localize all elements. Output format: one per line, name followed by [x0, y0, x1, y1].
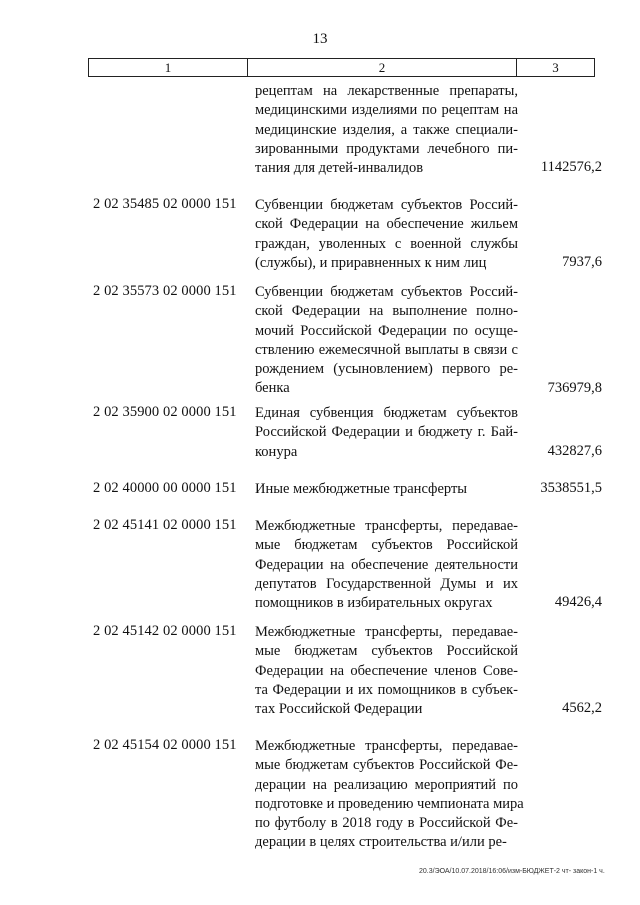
row-code: 2 02 35900 02 0000 151 [93, 404, 237, 420]
description-line: медицинские изделия, а также специали- [255, 121, 518, 138]
row-description [255, 82, 518, 178]
row-amount: 1142576,2 [540, 159, 602, 176]
footer-stamp: 20.3/ЭОА/10.07.2018/16:06/изм-БЮДЖЕТ-2 чт- закон-1 ч. [419, 868, 605, 875]
description-line: (службы), и приравненных к ним лиц [255, 254, 487, 271]
description-line: депутатов Государственной Думы и их [255, 575, 518, 592]
description-line: подготовке и проведению чемпионата мира [255, 795, 524, 812]
description-line: мочий Российской Федерации по осуще- [255, 322, 518, 339]
description-line: тания для детей-инвалидов [255, 160, 424, 177]
row-amount: 432827,6 [547, 442, 602, 459]
description-line: Субвенции бюджетам субъектов Россий- [255, 197, 518, 213]
row-description [255, 404, 518, 462]
description-line: Межбюджетные трансферты, передавае- [255, 738, 518, 754]
row-amount: 7937,6 [562, 253, 602, 270]
page-number: 13 [312, 31, 328, 47]
description-line: Субвенции бюджетам субъектов Россий- [255, 284, 518, 300]
header-col-1: 1 [89, 59, 248, 76]
description-line: мые бюджетам субъектов Российской [255, 537, 518, 554]
description-line: дерации на реализацию мероприятий по [255, 776, 518, 793]
description-line: дерации в целях строительства и/или ре- [255, 834, 507, 851]
description-line: Единая субвенция бюджетам субъектов [255, 405, 518, 421]
row-description [255, 623, 518, 719]
row-amount: 3538551,5 [540, 480, 602, 496]
description-line: мые бюджетам субъектов Российской [255, 643, 518, 660]
row-code: 2 02 40000 00 0000 151 [93, 480, 237, 496]
row-amount: 49426,4 [554, 594, 602, 611]
description-line: граждан, уволенных с военной службы [255, 235, 518, 252]
description-line: тах Российской Федерации [255, 701, 423, 718]
row-description [255, 737, 524, 853]
description-line: Межбюджетные трансферты, передавае- [255, 518, 518, 534]
row-amount: 736979,8 [547, 379, 602, 396]
description-line: Межбюджетные трансферты, передавае- [255, 624, 518, 640]
row-code: 2 02 35573 02 0000 151 [93, 283, 237, 299]
description-line: мые бюджетам субъектов Российской Фе- [255, 757, 518, 774]
description-line: ствлению ежемесячной выплаты в связи с [255, 341, 518, 358]
description-line: медицинскими изделиями по рецептам на [255, 102, 518, 119]
description-line: конура [255, 443, 298, 460]
row-code: 2 02 45154 02 0000 151 [93, 737, 237, 753]
description-line: Федерации на обеспечение деятельности [255, 556, 518, 573]
description-line: бенка [255, 380, 290, 397]
row-description [255, 517, 518, 613]
table-header [88, 58, 595, 77]
row-amount: 4562,2 [562, 700, 602, 717]
row-description [255, 283, 518, 399]
row-code: 2 02 35485 02 0000 151 [93, 196, 237, 212]
description-line: Федерации на обеспечение членов Сове- [255, 662, 518, 679]
description-line: по футболу в 2018 году в Российской Фе- [255, 815, 518, 832]
row-description [255, 480, 518, 499]
description-line: та Федерации и их помощников в субъек- [255, 681, 518, 698]
description-line: рецептам на лекарственные препараты, [255, 83, 518, 99]
header-col-3: 3 [552, 60, 559, 75]
row-description [255, 196, 518, 273]
row-code: 2 02 45142 02 0000 151 [93, 623, 237, 639]
description-line: Российской Федерации и бюджету г. Бай- [255, 424, 518, 441]
description-line: ской Федерации на обеспечение жильем [255, 216, 518, 233]
row-code: 2 02 45141 02 0000 151 [93, 517, 237, 533]
description-line: зированными продуктами лечебного пи- [255, 140, 518, 157]
header-col-2: 2 [248, 59, 517, 76]
description-line: ской Федерации на выполнение полно- [255, 303, 518, 320]
description-line: Иные межбюджетные трансферты [255, 481, 468, 497]
description-line: помощников в избирательных округах [255, 595, 493, 612]
description-line: рождением (усыновлением) первого ре- [255, 361, 518, 378]
